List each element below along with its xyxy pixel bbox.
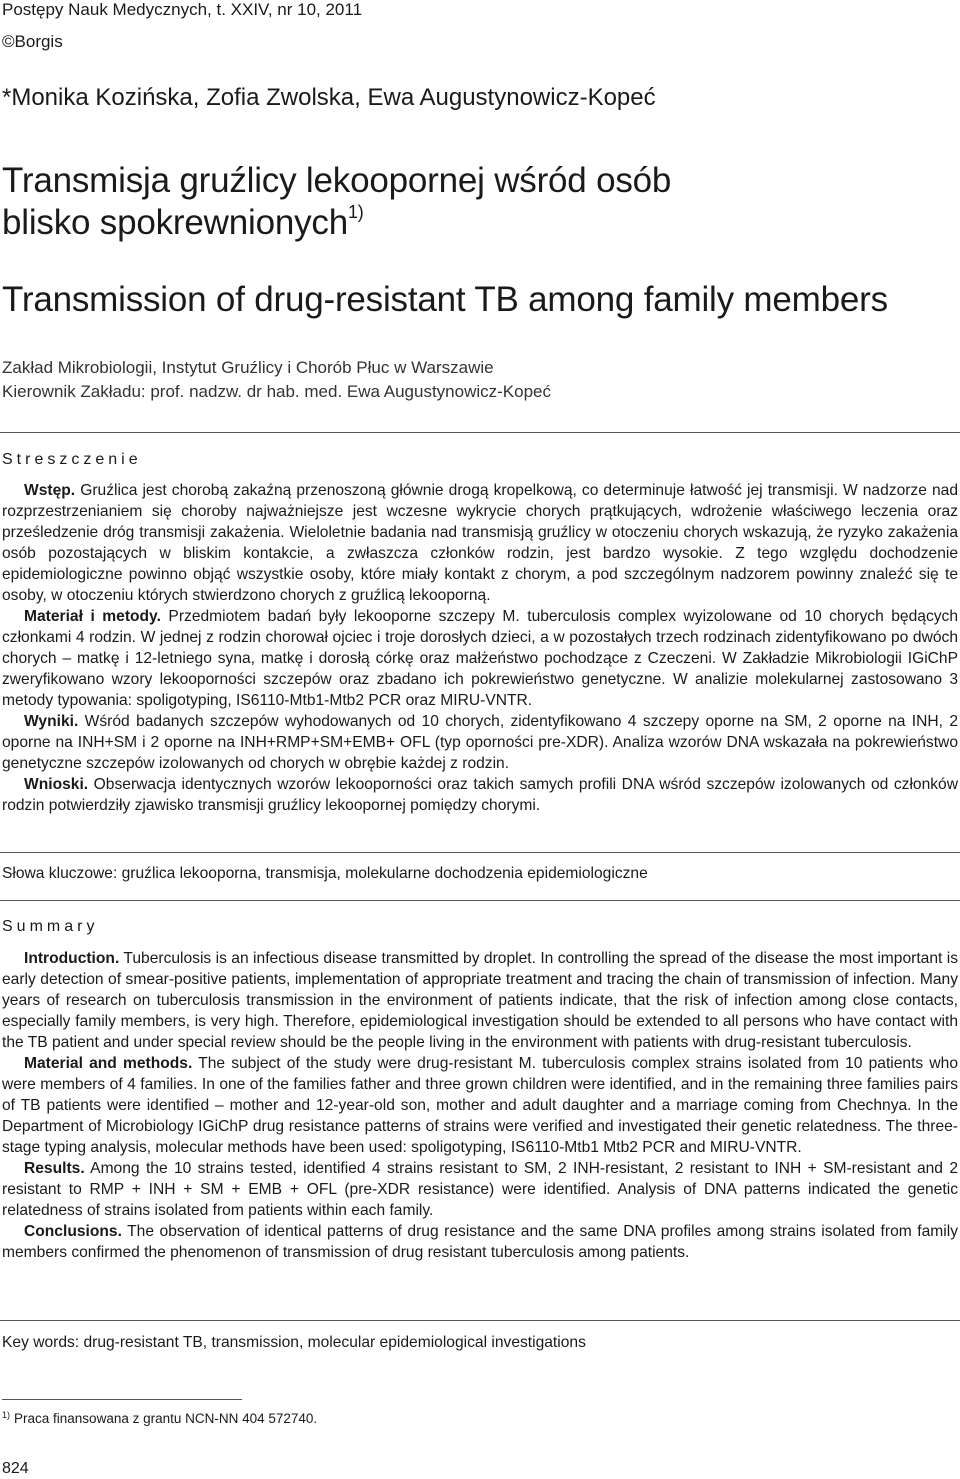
streszczenie-paragraph <box>2 711 958 774</box>
summary-paragraph <box>2 1221 958 1263</box>
affiliation-institution: Zakład Mikrobiologii, Instytut Gruźlicy i Chorób Płuc w Warszawie <box>2 358 494 377</box>
paragraph-label: Conclusions. <box>24 1223 122 1240</box>
section-divider <box>0 900 960 901</box>
streszczenie-paragraph <box>2 774 958 816</box>
page-number: 824 <box>2 1460 29 1477</box>
title-english: Transmission of drug-resistant TB among family members <box>2 280 888 319</box>
summary-paragraph <box>2 1158 958 1221</box>
paragraph-text: The observation of identical patterns of drug resistance and the same DNA profiles among strains isolated from family members confirmed the phenomenon of transmission of drug resistant tuberculosis among patients. <box>2 1223 958 1261</box>
footnote-divider <box>2 1399 242 1400</box>
paragraph-label: Wstęp. <box>24 482 76 499</box>
title-polish-text: Transmisja gruźlicy lekoopornej wśród osób blisko spokrewnionych <box>2 161 672 242</box>
paragraph-text: Among the 10 strains tested, identified 4 strains resistant to SM, 2 INH-resistant, 2 resistant to INH + SM-resistant and 2 resistant to RMP + INH + SM + EMB + OFL (pre-XDR resistance) were identified. Analysis of DNA patterns indicated the genetic relatedness of strains isolated from patients within each family. <box>2 1160 958 1219</box>
streszczenie-heading: Streszczenie <box>2 451 142 468</box>
footnote-mark: 1) <box>2 1410 11 1420</box>
summary-heading: Summary <box>2 918 99 935</box>
section-divider <box>0 1320 960 1321</box>
paragraph-label: Introduction. <box>24 950 120 967</box>
streszczenie-paragraph <box>2 606 958 711</box>
paragraph-text: Tuberculosis is an infectious disease transmitted by droplet. In controlling the spread of the disease the most important is early detection of smear-positive patients, implementation of appropriate treatment and tracing the chain of transmission of infection. Many years of research on tuberculosis transmission in the environment of patients indicate, that the risk of infection among close contacts, especially family members, is very high. Therefore, epidemiological investigation should be extended to all persons who have contact with the TB patient and under special review should be the people living in the environment with patients with drug-resistant tuberculosis. <box>2 950 958 1051</box>
publisher-mark: ©Borgis <box>2 32 63 51</box>
paragraph-label: Results. <box>24 1160 85 1177</box>
section-divider <box>0 432 960 433</box>
paragraph-text: Obserwacja identycznych wzorów lekooporności oraz takich samych profili DNA wśród szczepów izolowanych od członków rodzin potwierdziły zjawisko transmisji gruźlicy lekoopornej pomiędzy chorymi. <box>2 776 958 814</box>
summary-body <box>2 948 958 1263</box>
paragraph-text: The subject of the study were drug-resistant M. tuberculosis complex strains isolated from 10 patients who were members of 4 families. In one of the families father and three grown children were identified, and in the remaining three families pairs of TB patients were identified – mother and 12-year-old son, mother and adult daughter and a marriage coming from Chechnya. In the Department of Microbiology IGiChP drug resistance patterns of strains were verified and investigated their genetic relatedness. The three-stage typing analysis, molecular methods have been used: spoligotyping, IS6110-Mtb1 Mtb2 PCR and MIRU-VNTR. <box>2 1055 958 1156</box>
journal-citation: Postępy Nauk Medycznych, t. XXIV, nr 10, 2011 <box>2 0 363 19</box>
keywords-polish: Słowa kluczowe: gruźlica lekooporna, transmisja, molekularne dochodzenia epidemiologiczne <box>2 865 648 882</box>
keywords-english: Key words: drug-resistant TB, transmission, molecular epidemiological investigations <box>2 1334 586 1351</box>
summary-paragraph <box>2 948 958 1053</box>
paragraph-label: Material and methods. <box>24 1055 193 1072</box>
author-list: *Monika Kozińska, Zofia Zwolska, Ewa Augustynowicz-Kopeć <box>2 84 656 111</box>
paragraph-text: Wśród badanych szczepów wyhodowanych od 10 chorych, zidentyfikowano 4 szczepy oporne na SM, 2 oporne na INH, 2 oporne na INH+SM i 2 oporne na INH+RMP+SM+EMB+ OFL (typ oporności pre-XDR). Analiza wzorów DNA wskazała na pokrewieństwo genetyczne szczepów izolowanych od chorych w obrębie każdej z rodzin. <box>2 713 958 772</box>
affiliation-head: Kierownik Zakładu: prof. nadzw. dr hab. med. Ewa Augustynowicz-Kopeć <box>2 382 552 401</box>
streszczenie-body <box>2 480 958 816</box>
footnote <box>2 1410 317 1428</box>
paragraph-text: Gruźlica jest chorobą zakaźną przenoszoną głównie drogą kropelkową, co determinuje łatwość jej transmisji. W nadzorze nad rozprzestrzenianiem się choroby najważniejsze jest wczesne wykrycie chorych prątkujących, wdrożenie właściwego leczenia oraz prześledzenie dróg transmisji zakażenia. Wieloletnie badania nad transmisją gruźlicy w otoczeniu chorych wskazują, że ryzyko zakażenia osób pozostających w bliskim kontakcie, a zwłaszcza członków rodzin, jest bardzo wysokie. Z tego względu dochodzenie epidemiologiczne powinno objąć wszystkie osoby, które miały kontakt z chorym, a pod szczególnym nadzorem powinny znaleźć się te osoby, w otoczeniu których stwierdzono chorych z gruźlicą lekooporną. <box>2 482 958 604</box>
title-footnote-mark: 1) <box>347 202 364 222</box>
paragraph-label: Materiał i metody. <box>24 608 161 625</box>
summary-paragraph <box>2 1053 958 1158</box>
title-polish <box>2 160 722 244</box>
paragraph-label: Wnioski. <box>24 776 89 793</box>
streszczenie-paragraph <box>2 480 958 606</box>
affiliation <box>2 356 551 404</box>
paragraph-label: Wyniki. <box>24 713 79 730</box>
section-divider <box>0 852 960 853</box>
paragraph-text: Przedmiotem badań były lekooporne szczepy M. tuberculosis complex wyizolowane od 10 chorych będących członkami 4 rodzin. W jednej z rodzin chorował ojciec i troje dorosłych dzieci, a w pozostałych trzech rodzinach zidentyfikowano po dwóch chorych – matkę i 12-letniego syna, matkę i dorosłą córkę oraz małżeństwo pochodzące z Czeczeni. W Zakładzie Mikrobiologii IGiChP zweryfikowano wzory lekooporności szczepów oraz zbadano ich pokrewieństwo genetyczne. W analizie molekularnej zastosowano 3 metody typowania: spoligotyping, IS6110-Mtb1-Mtb2 PCR oraz MIRU-VNTR. <box>2 608 959 709</box>
footnote-text: Praca finansowana z grantu NCN-NN 404 572740. <box>14 1411 318 1426</box>
